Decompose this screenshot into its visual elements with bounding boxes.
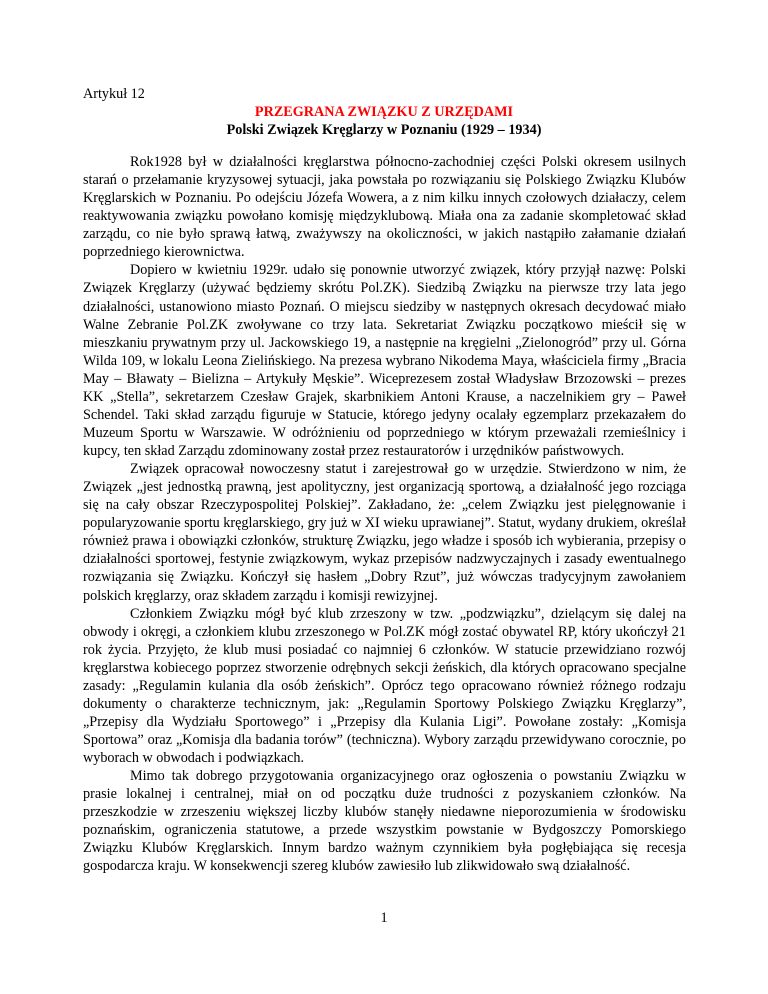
paragraph: Związek opracował nowoczesny statut i zarejestrował go w urzędzie. Stwierdzono w nim, że Związek „jest jednostką prawną, jest apolityczny, jest organizacją sportową, a działalność jego rozciąga się na cały obszar Rzeczypospolitej Polskiej”. Zakładano, że: „celem Związku jest pielęgnowanie i popularyzowanie sportu kręglarskiego, gry już w XI wieku uprawianej”. Statut, wydany drukiem, określał również prawa i obowiązki członków, strukturę Związku, jego władze i sposób ich wybierania, przepisy o działalności sportowej, festynie związkowym, wykaz przepisów nadzwyczajnych i zasady ewentualnego rozwiązania się Związku. Kończył się hasłem „Dobry Rzut”, już wówczas tradycyjnym zawołaniem polskich kręglarzy, oraz składem zarządu i komisji rewizyjnej.: [83, 461, 686, 604]
page-number: 1: [380, 910, 388, 926]
article-title: PRZEGRANA ZWIĄZKU Z URZĘDAMI: [254, 104, 514, 120]
paragraph: Członkiem Związku mógł być klub zrzeszony w tzw. „podzwiązku”, dzielącym się dalej na obwody i okręgi, a członkiem klubu zrzeszonego w Pol.ZK mógł zostać obywatel RP, który ukończył 21 rok życia. Przyjęto, że klub musi posiadać co najmniej 6 członków. W statucie przewidziano rozwój kręglarstwa kobiecego poprzez stworzenie odrębnych sekcji żeńskich, dla których opracowano specjalne zasady: „Regulamin kulania dla osób żeńskich”. Oprócz tego opracowano również różnego rodzaju dokumenty o charakterze technicznym, jak: „Regulamin Sportowy Polskiego Związku Kręglarzy”, „Przepisy dla Wydziału Sportowego” i „Przepisy dla Kulania Ligi”. Powołane zostały: „Komisja Sportowa” oraz „Komisja dla badania torów” (techniczna). Wybory zarządu przewidywano corocznie, po wyborach w obwodach i podwiązkach.: [83, 605, 686, 767]
paragraph: Mimo tak dobrego przygotowania organizacyjnego oraz ogłoszenia o powstaniu Związku w prasie lokalnej i centralnej, miał on od początku duże trudności z pozyskaniem członków. Na przeszkodzie w zrzeszeniu większej liczby klubów stanęły niedawne nieporozumienia w środowisku poznańskim, ograniczenia statutowe, a przede wszystkim powstanie w Bydgoszczy Pomorskiego Związku Klubów Kręglarskich. Innym bardzo ważnym czynnikiem była pogłębiająca się recesja gospodarcza kraju. W konsekwencji szereg klubów zawiesiło lub zlikwidowało swą działalność.: [83, 768, 686, 875]
article-subtitle: Polski Związek Kręglarzy w Poznaniu (1929 – 1934): [226, 122, 542, 138]
paragraph: Rok1928 był w działalności kręglarstwa północno-zachodniej części Polski okresem usilnych starań o przełamanie kryzysowej sytuacji, jaka powstała po rozwiązaniu się Polskiego Związku Klubów Kręglarskich w Poznaniu. Po odejściu Józefa Wowera, a z nim kilku innych czołowych działaczy, celem reaktywowania związku powołano komisję międzyklubową. Miała ona za zadanie skompletować skład zarządu, co nie było sprawą łatwą, zważywszy na okoliczności, w jakich nastąpiło załamanie działań poprzedniego kierownictwa.: [83, 154, 686, 261]
paragraph: Dopiero w kwietniu 1929r. udało się ponownie utworzyć związek, który przyjął nazwę: Polski Związek Kręglarzy (używać będziemy skrótu Pol.ZK). Siedzibą Związku na pierwsze trzy lata jego działalności, ustanowiono miasto Poznań. O miejscu siedziby w następnych okresach decydować miało Walne Zebranie Pol.ZK zwoływane co trzy lata. Sekretariat Związku początkowo mieścił się w mieszkaniu prywatnym przy ul. Jackowskiego 19, a następnie na kręgielni „Zielonogród” przy ul. Górna Wilda 109, w lokalu Leona Zielińskiego. Na prezesa wybrano Nikodema Maya, właściciela firmy „Bracia May – Bławaty – Bielizna – Artykuły Męskie”. Wiceprezesem został Władysław Brzozowski – prezes KK „Stella”, sekretarzem Czesław Grajek, skarbnikiem Antoni Krause, a naczelnikiem gry – Paweł Schendel. Taki skład zarządu figuruje w Statucie, którego jedyny ocalały egzemplarz przekazałem do Muzeum Sportu w Warszawie. W odróżnieniu od poprzedniego w którym przeważali rzemieślnicy i kupcy, ten skład Zarządu zdominowany został przez restauratorów i urzędników państwowych.: [83, 262, 686, 459]
article-label: Artykuł 12: [83, 86, 145, 102]
article-body: [83, 153, 686, 876]
